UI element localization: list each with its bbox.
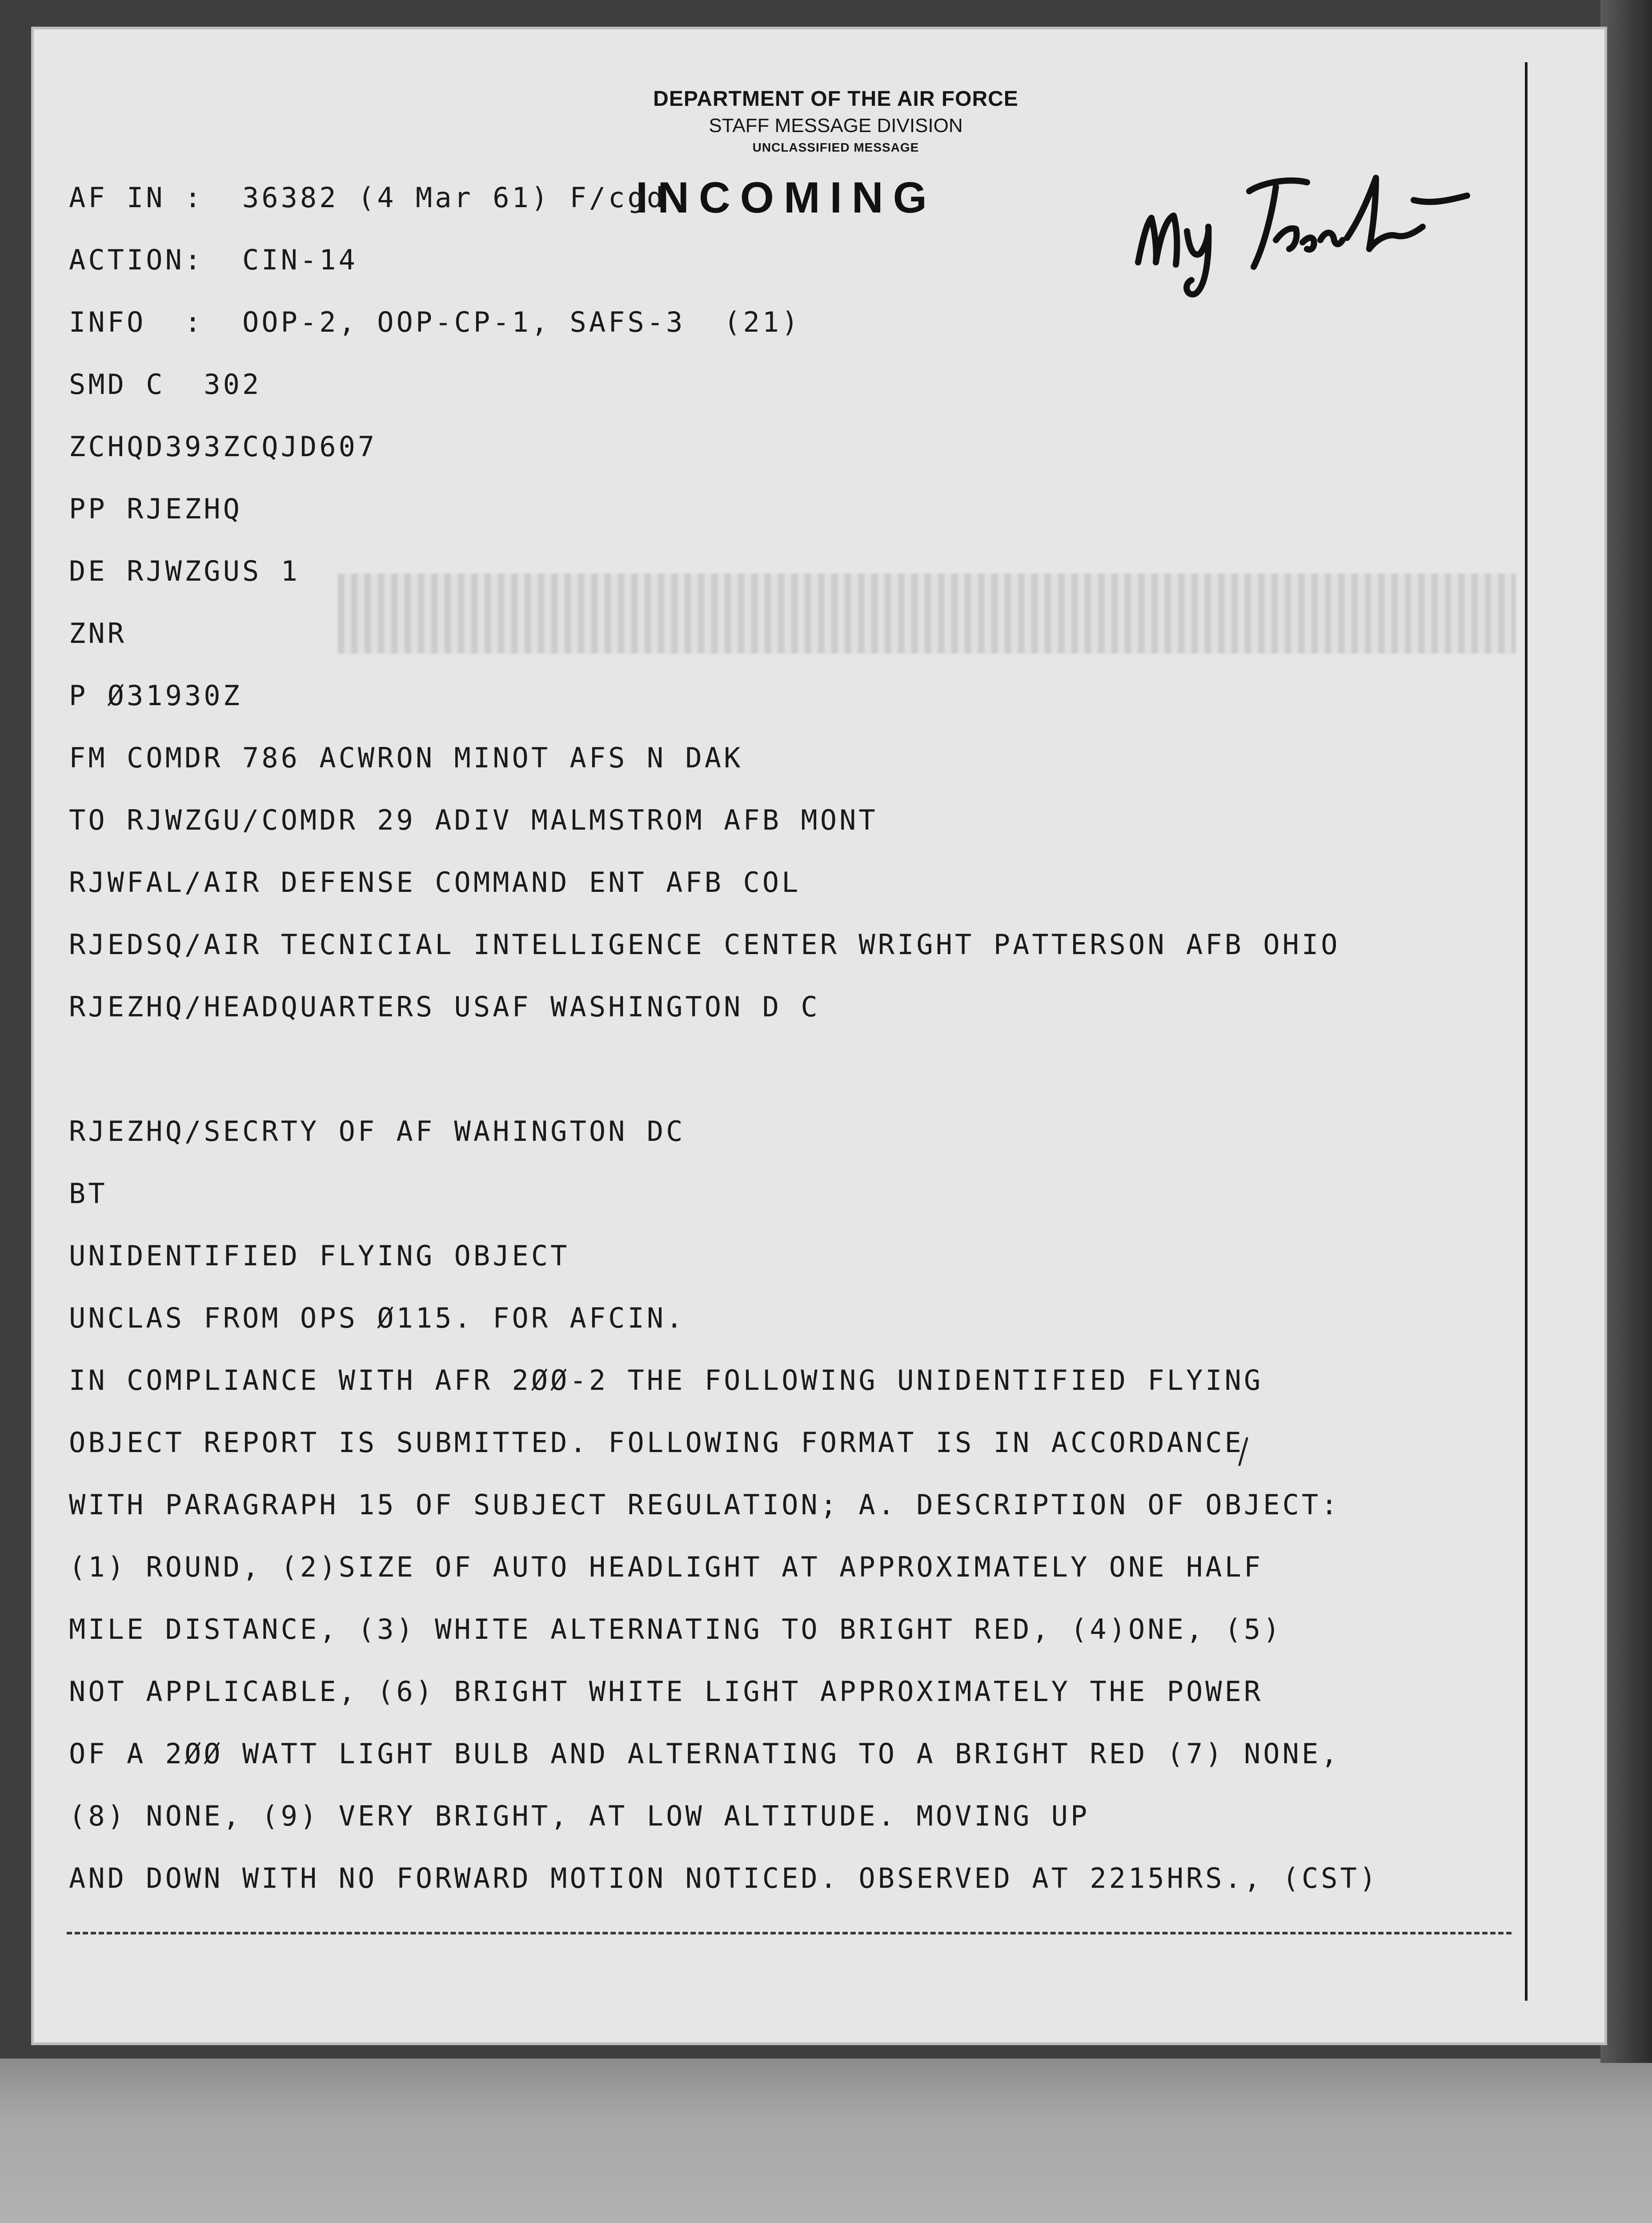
department-title: DEPARTMENT OF THE AIR FORCE [653, 87, 1018, 111]
body-line: IN COMPLIANCE WITH AFR 2ØØ-2 THE FOLLOWING UNIDENTIFIED FLYING [69, 1364, 1263, 1396]
classification-label: UNCLASSIFIED MESSAGE [752, 140, 919, 154]
break-line: BT [69, 1177, 108, 1210]
blank-line [69, 1038, 1514, 1100]
sheet-right-border [1525, 62, 1528, 2001]
scan-background-lower [0, 2058, 1652, 2223]
dtg-line: P Ø31930Z [69, 679, 242, 712]
af-in-line: AF IN : 36382 (4 Mar 61) F/cgd [69, 181, 666, 214]
body-line: AND DOWN WITH NO FORWARD MOTION NOTICED. OBSERVED AT 2215HRS., (CST) [69, 1862, 1379, 1894]
from-line: FM COMDR 786 ACWRON MINOT AFS N DAK [69, 742, 743, 774]
addressee-line: RJEZHQ/SECRTY OF AF WAHINGTON DC [69, 1115, 686, 1148]
info-line: INFO : OOP-2, OOP-CP-1, SAFS-3 (21) [69, 306, 801, 338]
body-line: WITH PARAGRAPH 15 OF SUBJECT REGULATION; A. DESCRIPTION OF OBJECT: [69, 1489, 1340, 1521]
originator-station-line: DE RJWZGUS 1 [69, 555, 300, 587]
addressee-line: RJEDSQ/AIR TECNICIAL INTELLIGENCE CENTER WRIGHT PATTERSON AFB OHIO [69, 928, 1340, 961]
incoming-stamp: INCOMING [636, 173, 937, 222]
message-body [69, 167, 1514, 1910]
body-line: (1) ROUND, (2)SIZE OF AUTO HEADLIGHT AT APPROXIMATELY ONE HALF [69, 1551, 1263, 1583]
scan-background-right [1600, 0, 1652, 2063]
precedence-line: PP RJEZHQ [69, 493, 242, 525]
sheet-bottom-perforation [67, 1932, 1512, 1934]
znr-line: ZNR [69, 617, 127, 650]
routing-code-line: ZCHQD393ZCQJD607 [69, 430, 377, 463]
division-title: STAFF MESSAGE DIVISION [709, 115, 963, 136]
smd-line: SMD C 302 [69, 368, 262, 401]
addressee-line: RJWFAL/AIR DEFENSE COMMAND ENT AFB COL [69, 866, 801, 899]
body-line: NOT APPLICABLE, (6) BRIGHT WHITE LIGHT APPROXIMATELY THE POWER [69, 1675, 1263, 1708]
classification-line: UNCLAS FROM OPS Ø115. FOR AFCIN. [69, 1302, 686, 1334]
action-line: ACTION: CIN-14 [69, 244, 358, 276]
to-line: TO RJWZGU/COMDR 29 ADIV MALMSTROM AFB MONT [69, 804, 878, 836]
pencil-tick-mark [1236, 1436, 1249, 1467]
subject-line: UNIDENTIFIED FLYING OBJECT [69, 1240, 570, 1272]
message-header [613, 87, 1058, 155]
body-line: (8) NONE, (9) VERY BRIGHT, AT LOW ALTITUDE. MOVING UP [69, 1800, 1090, 1832]
body-line: OF A 2ØØ WATT LIGHT BULB AND ALTERNATING TO A BRIGHT RED (7) NONE, [69, 1737, 1340, 1770]
body-line: OBJECT REPORT IS SUBMITTED. FOLLOWING FORMAT IS IN ACCORDANCE [69, 1426, 1244, 1459]
addressee-line: RJEZHQ/HEADQUARTERS USAF WASHINGTON D C [69, 991, 820, 1023]
body-line: MILE DISTANCE, (3) WHITE ALTERNATING TO BRIGHT RED, (4)ONE, (5) [69, 1613, 1283, 1645]
